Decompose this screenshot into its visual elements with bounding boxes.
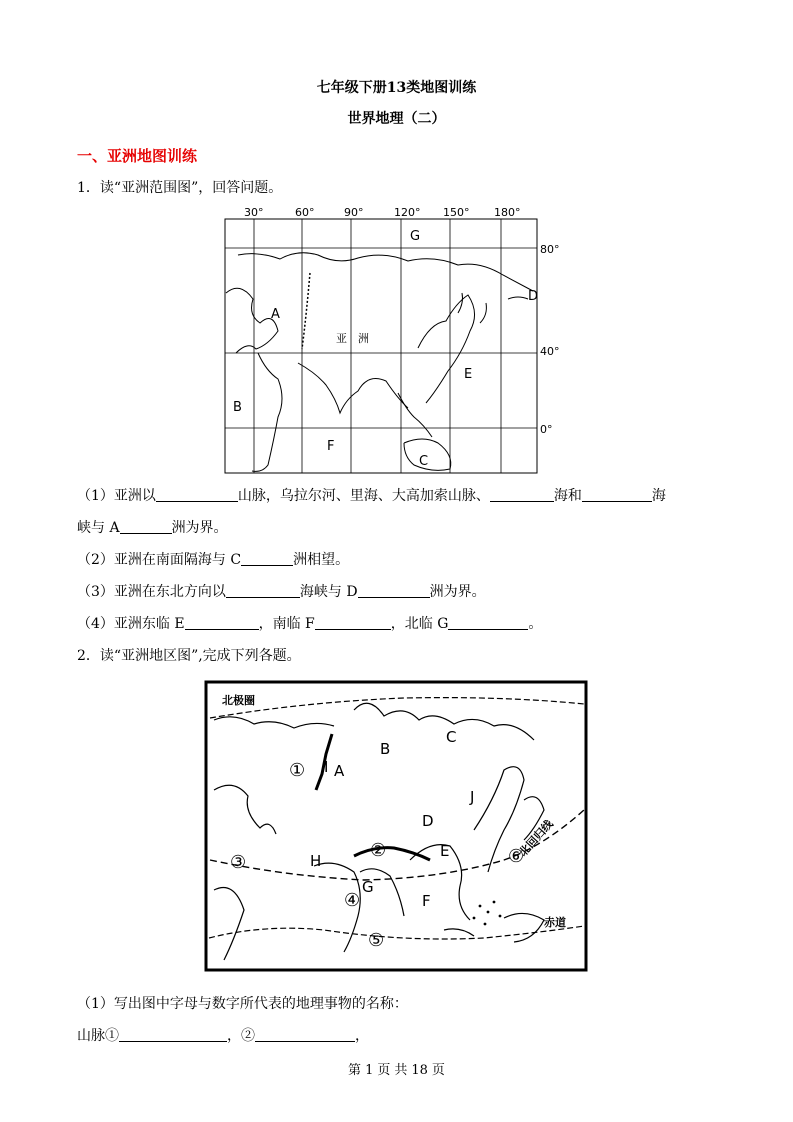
map2-letter-j: J bbox=[470, 788, 475, 806]
lon-tick: 30° bbox=[244, 206, 264, 219]
asia-region-map bbox=[204, 680, 588, 972]
asia-range-map bbox=[218, 203, 573, 479]
q2-part1-mountains: 山脉① ，② ， bbox=[77, 1028, 369, 1044]
answer-blank[interactable] bbox=[156, 487, 238, 502]
map2-letter-d: D bbox=[422, 812, 434, 830]
map2-letter-h: H bbox=[310, 852, 322, 870]
lon-tick: 90° bbox=[344, 206, 364, 219]
map2-letter-e: E bbox=[440, 842, 450, 860]
map2-number-2: ② bbox=[370, 840, 387, 861]
map2-number-4: ④ bbox=[344, 890, 361, 911]
answer-blank[interactable] bbox=[315, 615, 391, 630]
answer-blank[interactable] bbox=[185, 615, 259, 630]
q1-part2: （2）亚洲在南面隔海与 C 洲相望。 bbox=[77, 552, 350, 568]
page-total: 18 bbox=[411, 1063, 428, 1078]
page-footer: 第 1 页 共 18 页 bbox=[348, 1063, 445, 1078]
answer-blank[interactable] bbox=[448, 615, 528, 630]
map2-letter-f: F bbox=[422, 892, 431, 910]
map2-letter-b: B bbox=[380, 740, 391, 758]
q1-part1-line2: 峡与 A 洲为界。 bbox=[77, 520, 228, 536]
map2-number-5: ⑤ bbox=[368, 930, 385, 951]
tropic-label: 北回归线 bbox=[516, 817, 556, 859]
doc-title: 七年级下册13类地图训练 bbox=[316, 80, 477, 96]
lon-tick: 150° bbox=[443, 206, 470, 219]
answer-blank[interactable] bbox=[226, 583, 300, 598]
q1-part4: （4）亚洲东临 E ，南临 F ，北临 G 。 bbox=[77, 616, 543, 632]
map-letter-f: F bbox=[327, 439, 335, 454]
map-letter-c: C bbox=[419, 454, 429, 469]
answer-blank[interactable] bbox=[120, 519, 172, 534]
question-2-stem: 2．读“亚洲地区图”,完成下列各题。 bbox=[77, 648, 301, 664]
answer-blank[interactable] bbox=[582, 487, 652, 502]
answer-blank[interactable] bbox=[241, 551, 293, 566]
lon-tick: 60° bbox=[295, 206, 315, 219]
lon-tick: 180° bbox=[494, 206, 521, 219]
lat-tick: 40° bbox=[540, 345, 560, 358]
equator-label: 赤道 bbox=[544, 916, 566, 929]
section-heading: 一、亚洲地图训练 bbox=[77, 147, 198, 165]
map2-letter-a: A bbox=[334, 762, 345, 780]
q1-part1-line1: （1）亚洲以 山脉，乌拉尔河、里海、大高加索山脉、 海和 海 bbox=[77, 488, 666, 504]
map-letter-g: G bbox=[410, 229, 421, 244]
map2-letter-i: I bbox=[324, 758, 329, 776]
answer-blank[interactable] bbox=[255, 1027, 355, 1042]
arctic-circle-label: 北极圈 bbox=[222, 694, 255, 707]
answer-blank[interactable] bbox=[119, 1027, 227, 1042]
map-letter-e: E bbox=[464, 367, 473, 382]
question-1-stem: 1．读“亚洲范围图”，回答问题。 bbox=[77, 180, 283, 196]
map-label-asia: 亚 洲 bbox=[336, 332, 369, 345]
page-number: 1 bbox=[365, 1063, 374, 1078]
map-letter-a: A bbox=[271, 307, 280, 322]
map2-letter-g: G bbox=[362, 878, 374, 896]
q2-part1: （1）写出图中字母与数字所代表的地理事物的名称： bbox=[77, 996, 408, 1012]
map2-number-3: ③ bbox=[230, 852, 247, 873]
lat-tick: 80° bbox=[540, 243, 560, 256]
answer-blank[interactable] bbox=[490, 487, 554, 502]
map2-number-6: ⑥ bbox=[508, 846, 525, 867]
doc-subtitle: 世界地理（二） bbox=[347, 111, 446, 127]
map2-letter-c: C bbox=[446, 728, 457, 746]
map2-number-1: ① bbox=[289, 760, 306, 781]
lon-tick: 120° bbox=[394, 206, 421, 219]
map-letter-b: B bbox=[233, 400, 242, 415]
lat-tick: 0° bbox=[540, 423, 553, 436]
map-letter-d: D bbox=[528, 289, 539, 304]
q1-part3: （3）亚洲在东北方向以 海峡与 D 洲为界。 bbox=[77, 584, 486, 600]
answer-blank[interactable] bbox=[358, 583, 430, 598]
